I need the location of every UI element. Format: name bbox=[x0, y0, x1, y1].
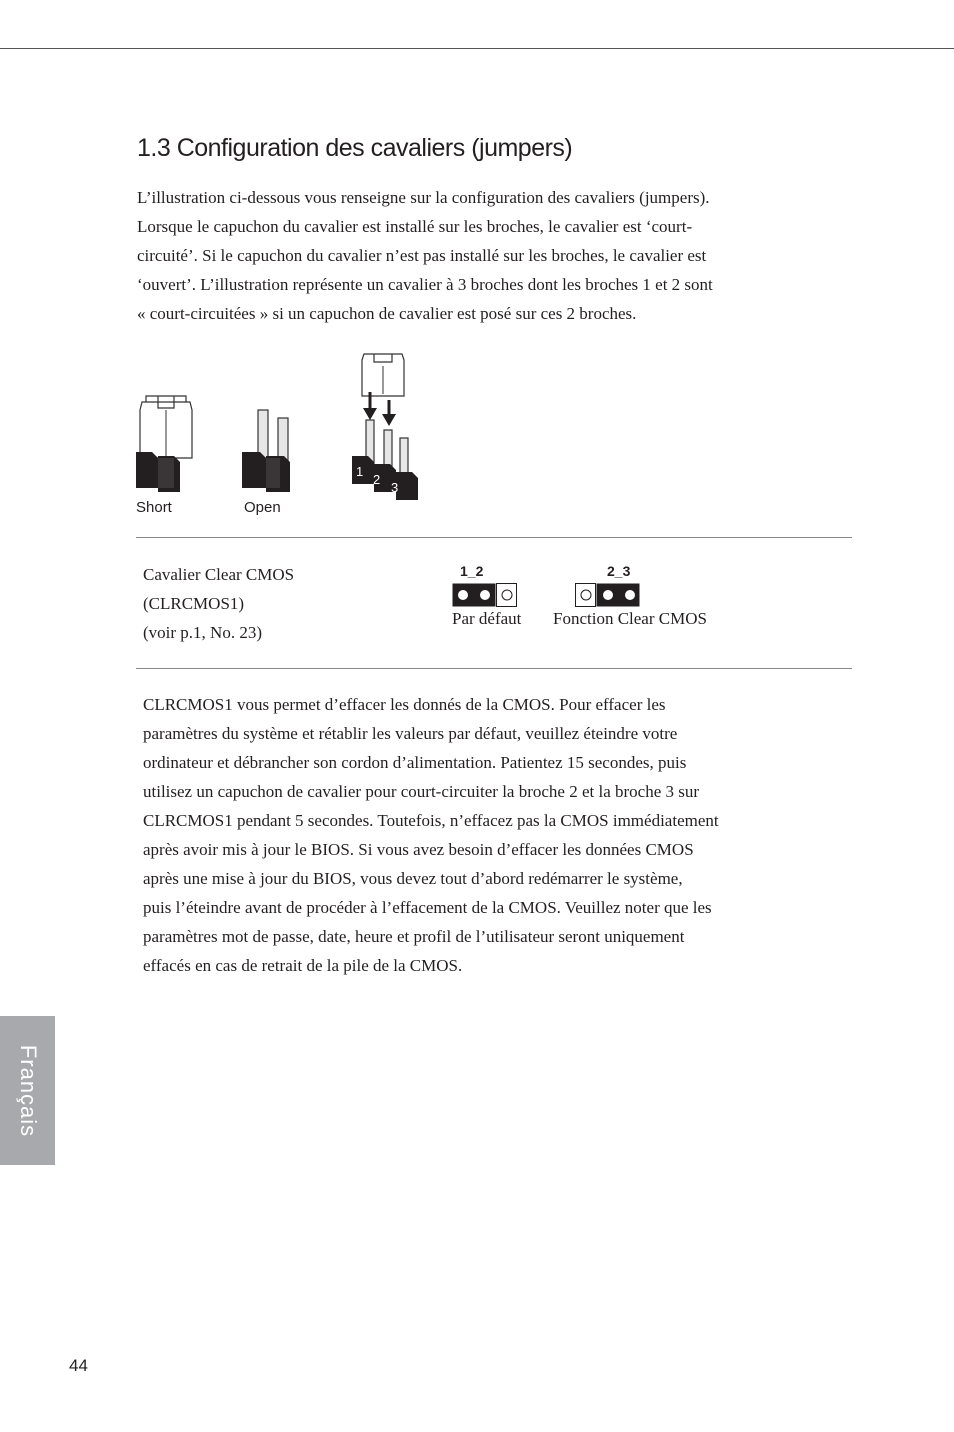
language-tab-label: Français bbox=[15, 1044, 41, 1137]
jumper-name-line: (CLRCMOS1) bbox=[143, 594, 245, 613]
intro-line: ‘ouvert’. L’illustration représente un cavalier à 3 broches dont les broches 1 et 2 sont bbox=[137, 275, 713, 294]
jumper-name-line: (voir p.1, No. 23) bbox=[143, 623, 262, 642]
section-heading: 1.3 Configuration des cavaliers (jumpers) bbox=[137, 134, 573, 162]
intro-paragraph bbox=[137, 183, 817, 328]
jumper-name bbox=[143, 560, 294, 647]
short-label: Short bbox=[136, 499, 172, 516]
description-line: ordinateur et débrancher son cordon d’alimentation. Patientez 15 secondes, puis bbox=[143, 753, 687, 772]
intro-line: « court-circuitées » si un capuchon de cavalier est posé sur ces 2 broches. bbox=[137, 304, 637, 323]
description-line: CLRCMOS1 vous permet d’effacer les donnés de la CMOS. Pour effacer les bbox=[143, 695, 666, 714]
description-line: utilisez un capuchon de cavalier pour court-circuiter la broche 2 et la broche 3 sur bbox=[143, 782, 700, 801]
description-paragraph bbox=[143, 690, 823, 980]
jumper-name-line: Cavalier Clear CMOS bbox=[143, 565, 295, 584]
table-rule-bottom bbox=[136, 668, 852, 669]
open-jumper-graphic bbox=[242, 410, 290, 492]
jumper-illustration bbox=[130, 348, 430, 523]
description-line: puis l’éteindre avant de procéder à l’effacement de la CMOS. Veuillez noter que les bbox=[143, 898, 712, 917]
pin-number-1: 1 bbox=[356, 464, 364, 479]
intro-line: Lorsque le capuchon du cavalier est installé sur les broches, le cavalier est ‘court- bbox=[137, 217, 693, 236]
clear-cmos-jumper-setting bbox=[575, 583, 641, 607]
short-jumper-graphic bbox=[136, 396, 192, 492]
default-pins-label: 1_2 bbox=[460, 563, 484, 579]
top-rule bbox=[0, 48, 954, 49]
default-setting-caption: Par défaut bbox=[452, 609, 522, 628]
open-label: Open bbox=[244, 499, 281, 516]
table-rule-top bbox=[136, 537, 852, 538]
pin-number-2: 2 bbox=[373, 472, 381, 487]
description-line: paramètres du système et rétablir les valeurs par défaut, veuillez éteindre votre bbox=[143, 724, 678, 743]
description-line: après une mise à jour du BIOS, vous devez tout d’abord redémarrer le système, bbox=[143, 869, 683, 888]
language-side-tab bbox=[0, 1016, 55, 1165]
description-line: CLRCMOS1 pendant 5 secondes. Toutefois, n’effacez pas la CMOS immédiatement bbox=[143, 811, 719, 830]
pin-number-3: 3 bbox=[391, 480, 399, 495]
clear-setting-caption: Fonction Clear CMOS bbox=[553, 609, 707, 628]
page-number: 44 bbox=[69, 1356, 88, 1375]
default-jumper-setting bbox=[452, 583, 518, 607]
description-line: paramètres mot de passe, date, heure et profil de l’utilisateur seront uniquement bbox=[143, 927, 685, 946]
description-line: effacés en cas de retrait de la pile de la CMOS. bbox=[143, 956, 463, 975]
description-line: après avoir mis à jour le BIOS. Si vous avez besoin d’effacer les données CMOS bbox=[143, 840, 694, 859]
intro-line: circuité’. Si le capuchon du cavalier n’est pas installé sur les broches, le cavalier est bbox=[137, 246, 707, 265]
intro-line: L’illustration ci-dessous vous renseigne sur la configuration des cavaliers (jumpers). bbox=[137, 188, 710, 207]
clear-pins-label: 2_3 bbox=[607, 563, 631, 579]
